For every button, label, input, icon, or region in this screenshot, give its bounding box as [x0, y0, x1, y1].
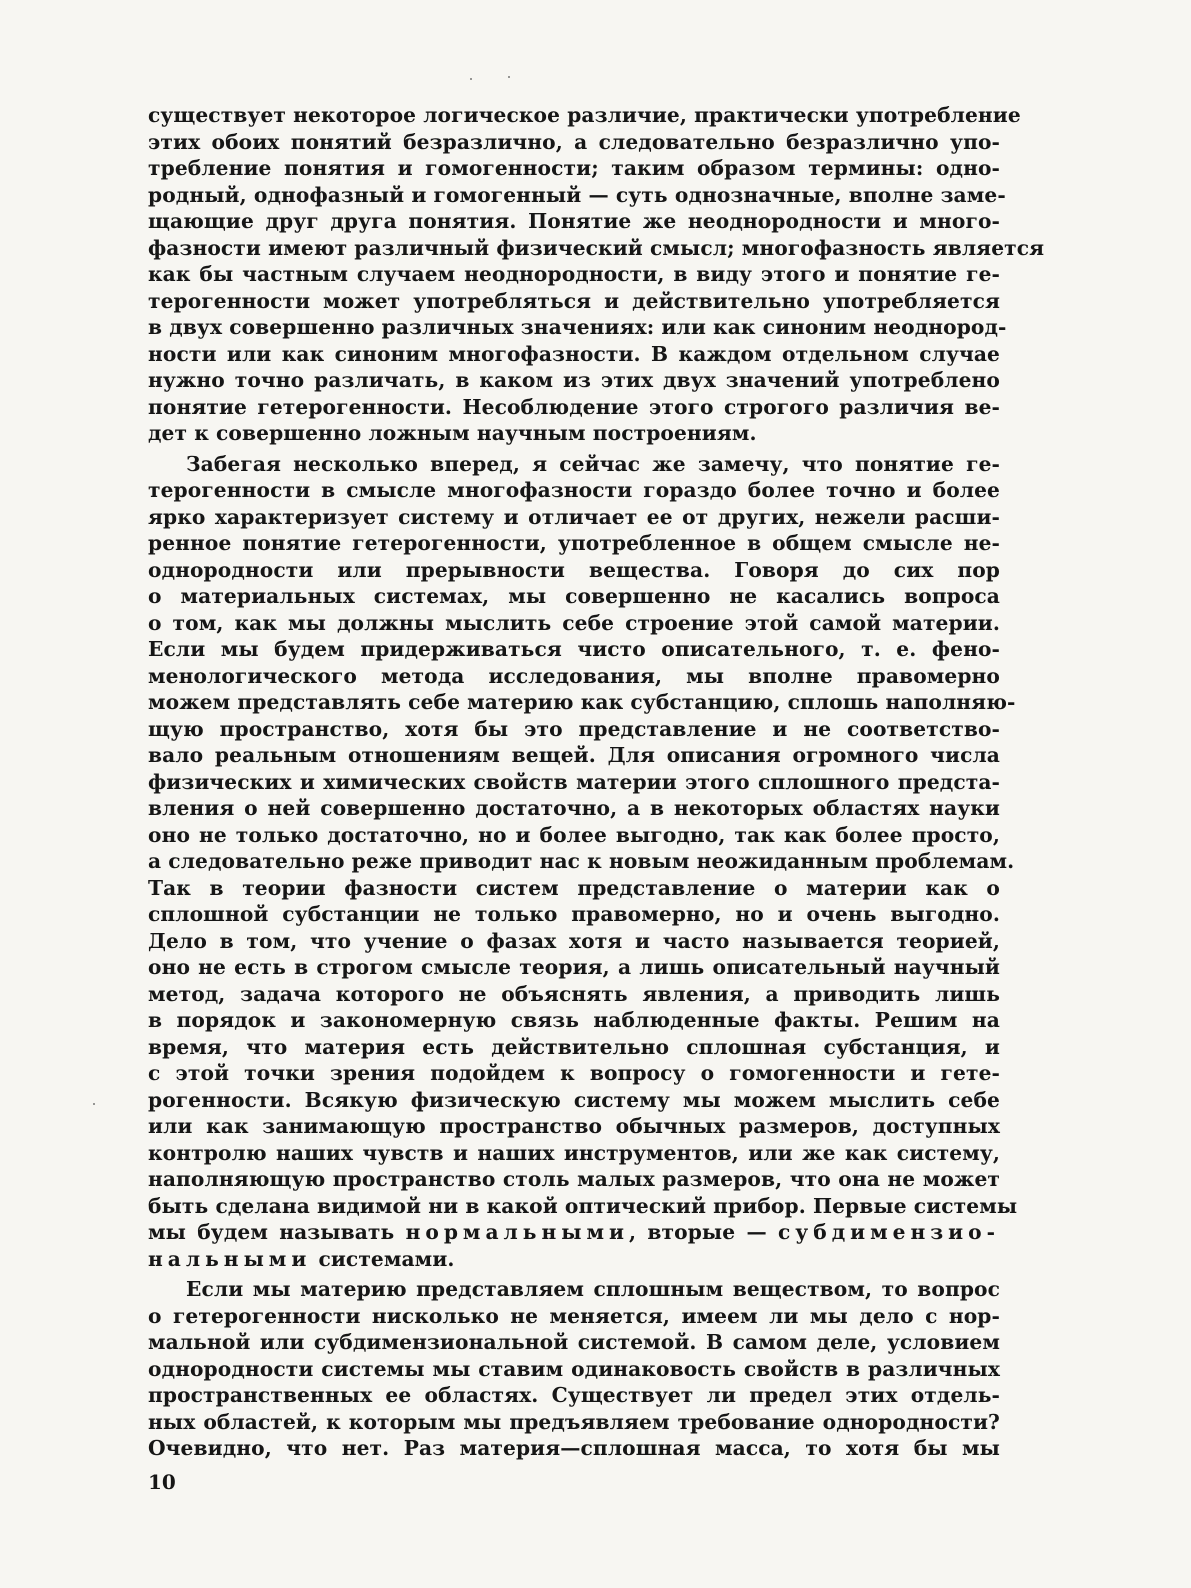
text-line: Дело в том, что учение о фазах хотя и часто называется теорией, — [148, 928, 1000, 953]
text-line: пространственных ее областях. Существует ли предел этих отдель- — [148, 1383, 1000, 1407]
paragraph-3 — [148, 1276, 1000, 1462]
text-line: родный, однофазный и гомогенный — суть однозначные, вполне заме- — [148, 182, 1006, 207]
text-line-with-spaced-terms — [148, 1246, 1000, 1273]
text-line: наполняющую пространство столь малых размеров, что она не может — [148, 1167, 1000, 1191]
text-line: дет к совершенно ложным научным построениям. — [148, 421, 757, 445]
text-line: существует некоторое логическое различие, практически употребление — [148, 103, 1021, 127]
text-line: или как занимающую пространство обычных размеров, доступных — [148, 1114, 1000, 1138]
text-line: как бы частным случаем неоднородности, в виду этого и понятие ге- — [148, 262, 1000, 286]
scan-speck — [508, 76, 510, 78]
text-line: о гетерогенности нисколько не меняется, имеем ли мы дело с нор- — [148, 1303, 1000, 1328]
text-line: ренное понятие гетерогенности, употребленное в общем смысле не- — [148, 531, 1000, 555]
page-number: 10 — [148, 1470, 176, 1494]
text-line: ярко характеризует систему и отличает ее от других, нежели расши- — [148, 504, 1000, 529]
text-line: однородности или прерывности вещества. Говоря до сих пор — [148, 557, 1000, 582]
text-line: оно не есть в строгом смысле теория, а лишь описательный научный — [148, 955, 1000, 979]
text-line: можем представлять себе материю как субстанцию, сплошь наполняю- — [148, 690, 1016, 714]
text-line: время, что материя есть действительно сплошная субстанция, и — [148, 1034, 1000, 1059]
text-fragment: , вторые — — [629, 1220, 779, 1244]
text-line: щую пространство, хотя бы это представление и не соответство- — [148, 716, 1000, 741]
text-line: сплошной субстанции не только правомерно, но и очень выгодно. — [148, 902, 1000, 926]
text-line: ных областей, к которым мы предъявляем требование однородности? — [148, 1409, 1000, 1434]
text-line: о материальных системах, мы совершенно не касались вопроса — [148, 584, 1000, 608]
text-line: Если мы материю представляем сплошным веществом, то вопрос — [186, 1277, 1000, 1301]
text-line: этих обоих понятий безразлично, а следовательно безразлично упо- — [148, 129, 1000, 154]
spaced-term-subdimensional: субдимензио- — [778, 1220, 1000, 1244]
text-line: терогенности может употребляться и действительно употребляется — [148, 288, 1000, 313]
text-line: быть сделана видимой ни в какой оптический прибор. Первые системы — [148, 1193, 1018, 1218]
text-line: ности или как синоним многофазности. В каждом отдельном случае — [148, 341, 1000, 366]
text-line: в двух совершенно различных значениях: или как синоним неоднород- — [148, 315, 1007, 339]
text-line: терогенности в смысле многофазности гораздо более точно и более — [148, 478, 1000, 502]
text-line-with-spaced-terms — [148, 1219, 1000, 1246]
scan-speck — [93, 1103, 95, 1105]
text-fragment: системами. — [311, 1246, 455, 1271]
text-line: однородности системы мы ставим одинаковость свойств в различных — [148, 1356, 1000, 1381]
text-line: метод, задача которого не объяснять явления, а приводить лишь — [148, 981, 1000, 1006]
text-line: щающие друг друга понятия. Понятие же неоднородности и много- — [148, 209, 1000, 233]
text-line: вало реальным отношениям вещей. Для описания огромного числа — [148, 743, 1000, 767]
text-line: о том, как мы должны мыслить себе строение этой самой материи. — [148, 610, 1000, 635]
text-line: физических и химических свойств материи этого сплошного предста- — [148, 769, 1000, 794]
document-page — [148, 102, 1045, 1462]
text-line: Очевидно, что нет. Раз материя—сплошная масса, то хотя бы мы — [148, 1436, 1000, 1460]
text-line: рогенности. Всякую физическую систему мы можем мыслить себе — [148, 1087, 1000, 1112]
text-line: в порядок и закономерную связь наблюденные факты. Решим на — [148, 1008, 1000, 1032]
text-fragment: мы будем называть — [148, 1220, 406, 1244]
paragraph-2 — [148, 451, 1018, 1273]
text-line: оно не только достаточно, но и более выгодно, так как более просто, — [148, 822, 1000, 847]
text-line: Так в теории фазности систем представление о материи как о — [148, 875, 1000, 900]
paragraph-1 — [148, 102, 1045, 447]
spaced-term-normal: нормальными — [405, 1220, 630, 1244]
text-line: мальной или субдимензиональной системой. В самом деле, условием — [148, 1330, 1000, 1354]
text-line: нужно точно различать, в каком из этих двух значений употреблено — [148, 368, 1000, 392]
text-line: фазности имеют различный физический смысл; многофазность является — [148, 235, 1045, 260]
text-line: понятие гетерогенности. Несоблюдение этого строгого различия ве- — [148, 394, 1000, 419]
text-line: а следовательно реже приводит нас к новым неожиданным проблемам. — [148, 849, 1015, 873]
text-line: Забегая несколько вперед, я сейчас же замечу, что понятие ге- — [186, 451, 1000, 476]
spaced-term-subdimensional-end: нальными — [148, 1246, 312, 1271]
text-line: требление понятия и гомогенности; таким образом термины: одно- — [148, 156, 1000, 180]
text-line: менологического метода исследования, мы вполне правомерно — [148, 663, 1000, 688]
text-line: с этой точки зрения подойдем к вопросу о гомогенности и гете- — [148, 1061, 1000, 1085]
text-line: вления о ней совершенно достаточно, а в некоторых областях науки — [148, 796, 1000, 820]
scan-speck — [470, 78, 472, 80]
text-line: контролю наших чувств и наших инструментов, или же как систему, — [148, 1140, 1000, 1165]
text-line: Если мы будем придерживаться чисто описательного, т. е. фено- — [148, 637, 1000, 661]
